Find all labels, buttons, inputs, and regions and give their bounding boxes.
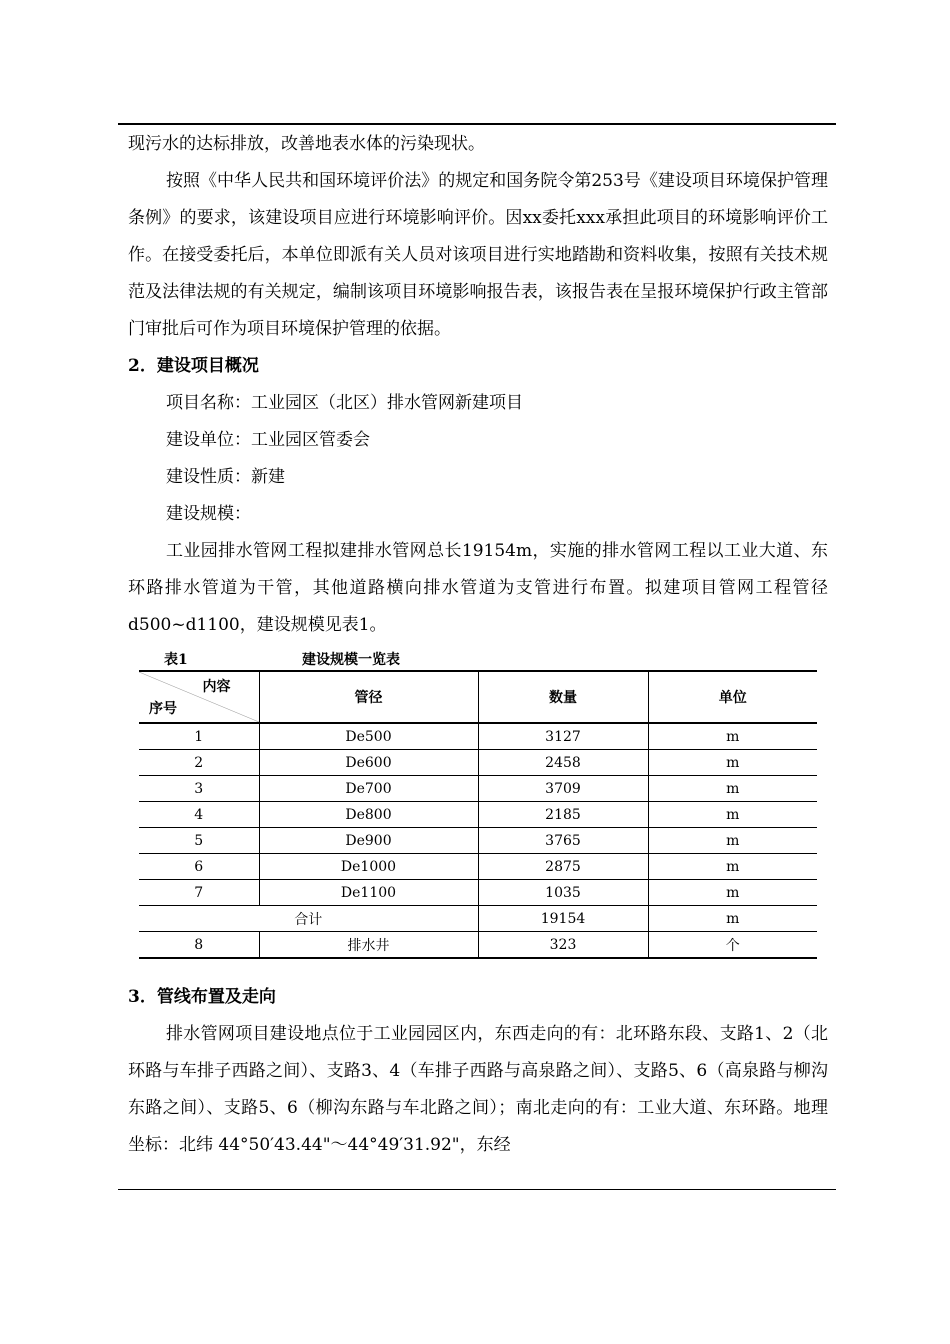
cell-pipe: De800 xyxy=(259,802,478,828)
cell-unit: m xyxy=(648,723,817,750)
cell-qty: 3709 xyxy=(478,776,648,802)
cell-pipe: De500 xyxy=(259,723,478,750)
cell-no: 8 xyxy=(139,932,259,959)
cell-no: 5 xyxy=(139,828,259,854)
construction-nature: 建设性质：新建 xyxy=(166,467,285,487)
table-row xyxy=(139,932,817,959)
spacer xyxy=(128,959,828,979)
table-row xyxy=(139,723,817,750)
header-content-label: 内容 xyxy=(202,679,231,695)
cell-no: 4 xyxy=(139,802,259,828)
scale-table xyxy=(139,670,817,959)
cell-no: 2 xyxy=(139,750,259,776)
cell-pipe: 排水井 xyxy=(259,932,478,959)
cell-unit: m xyxy=(648,750,817,776)
table-header-row xyxy=(139,671,817,723)
header-diagonal-cell xyxy=(139,671,259,723)
document-body xyxy=(128,126,828,1164)
table-row xyxy=(139,880,817,906)
paragraph-continuation: 现污水的达标排放，改善地表水体的污染现状。 xyxy=(128,134,485,154)
cell-pipe: De900 xyxy=(259,828,478,854)
table-row xyxy=(139,802,817,828)
paragraph-pipeline-layout: 排水管网项目建设地点位于工业园园区内，东西走向的有：北环路东段、支路1、2（北环路与车排子西路之间）、支路3、4（车排子西路与高泉路之间）、支路5、6（高泉路与柳沟东路之间）、支路5、6（柳沟东路与车北路之间）；南北走向的有：工业大道、东环路。地理坐标：北纬 44°50′43.44"～44°49′31.92"，东经 xyxy=(128,1024,828,1155)
table-row xyxy=(139,854,817,880)
cell-qty: 1035 xyxy=(478,880,648,906)
total-unit: m xyxy=(648,906,817,932)
cell-no: 7 xyxy=(139,880,259,906)
cell-qty: 2875 xyxy=(478,854,648,880)
construction-unit: 建设单位：工业园区管委会 xyxy=(166,430,370,450)
cell-pipe: De700 xyxy=(259,776,478,802)
cell-qty: 3127 xyxy=(478,723,648,750)
project-name: 项目名称：工业园区（北区）排水管网新建项目 xyxy=(166,393,523,413)
cell-qty: 3765 xyxy=(478,828,648,854)
cell-pipe: De1100 xyxy=(259,880,478,906)
table-row xyxy=(139,828,817,854)
total-qty: 19154 xyxy=(478,906,648,932)
table-number: 表1 xyxy=(164,652,188,668)
table-caption xyxy=(128,646,828,670)
cell-qty: 2185 xyxy=(478,802,648,828)
cell-pipe: De1000 xyxy=(259,854,478,880)
cell-unit: 个 xyxy=(648,932,817,959)
cell-no: 6 xyxy=(139,854,259,880)
cell-unit: m xyxy=(648,880,817,906)
header-seq-label: 序号 xyxy=(149,701,177,717)
cell-unit: m xyxy=(648,776,817,802)
construction-scale-label: 建设规模： xyxy=(166,504,251,524)
table-row xyxy=(139,776,817,802)
cell-unit: m xyxy=(648,802,817,828)
cell-no: 1 xyxy=(139,723,259,750)
cell-pipe: De600 xyxy=(259,750,478,776)
footer-rule xyxy=(118,1189,836,1190)
header-pipe: 管径 xyxy=(259,671,478,723)
cell-no: 3 xyxy=(139,776,259,802)
cell-unit: m xyxy=(648,854,817,880)
table-row xyxy=(139,750,817,776)
header-unit: 单位 xyxy=(648,671,817,723)
table-title: 建设规模一览表 xyxy=(302,652,400,668)
section-3-heading: 3．管线布置及走向 xyxy=(128,987,276,1007)
cell-qty: 323 xyxy=(478,932,648,959)
cell-unit: m xyxy=(648,828,817,854)
table-total-row xyxy=(139,906,817,932)
header-rule xyxy=(118,123,836,125)
paragraph-eia-basis: 按照《中华人民共和国环境评价法》的规定和国务院令第253号《建设项目环境保护管理条例》的要求，该建设项目应进行环境影响评价。因xx委托xxx承担此项目的环境影响评价工作。在接受委托后，本单位即派有关人员对该项目进行实地踏勘和资料收集，按照有关技术规范及法律法规的有关规定，编制该项目环境影响报告表，该报告表在呈报环境保护行政主管部门审批后可作为项目环境保护管理的依据。 xyxy=(128,171,828,339)
header-qty: 数量 xyxy=(478,671,648,723)
paragraph-scale: 工业园排水管网工程拟建排水管网总长19154m，实施的排水管网工程以工业大道、东环路排水管道为干管，其他道路横向排水管道为支管进行布置。拟建项目管网工程管径 d500~d1100，建设规模见表1。 xyxy=(128,541,828,635)
section-2-heading: 2．建设项目概况 xyxy=(128,356,259,376)
cell-qty: 2458 xyxy=(478,750,648,776)
total-label: 合计 xyxy=(139,906,478,932)
